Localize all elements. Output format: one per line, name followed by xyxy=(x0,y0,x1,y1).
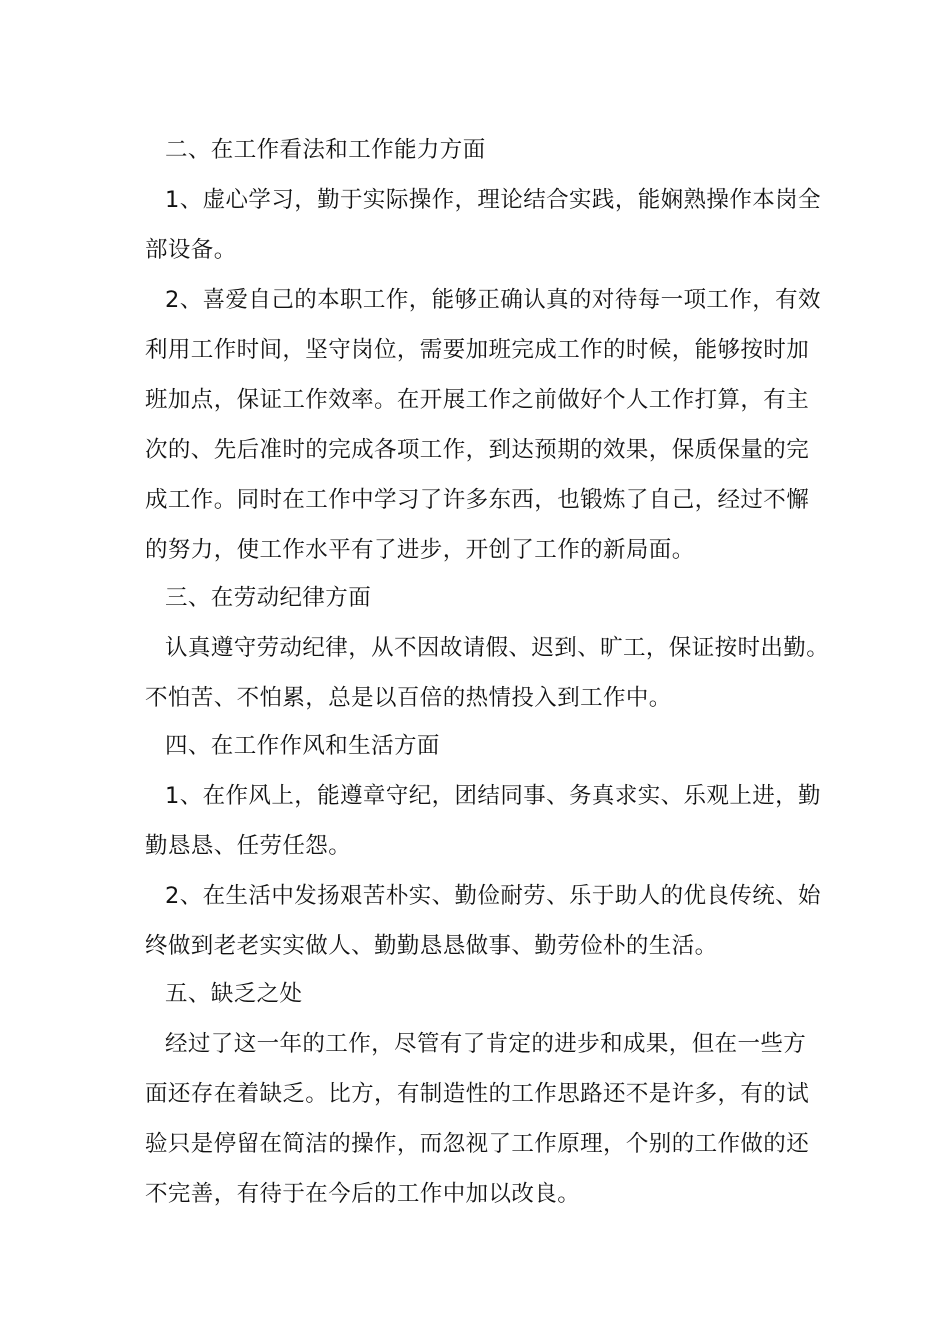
section-heading-3: 三、在劳动纪律方面 xyxy=(165,585,372,611)
paragraph-line: 不怕苦、不怕累，总是以百倍的热情投入到工作中。 xyxy=(145,685,672,711)
paragraph-line: 1、在作风上，能遵章守纪，团结同事、务真求实、乐观上进，勤 xyxy=(165,783,821,809)
paragraph-line: 认真遵守劳动纪律，从不因故请假、迟到、旷工，保证按时出勤。 xyxy=(165,635,830,661)
paragraph-line: 经过了这一年的工作，尽管有了肯定的进步和成果，但在一些方 xyxy=(165,1031,807,1057)
paragraph-line: 成工作。同时在工作中学习了许多东西，也锻炼了自己，经过不懈 xyxy=(145,487,810,513)
paragraph-line: 面还存在着缺乏。比方，有制造性的工作思路还不是许多，有的试 xyxy=(145,1081,810,1107)
section-heading-5: 五、缺乏之处 xyxy=(165,981,303,1007)
paragraph-line: 勤恳恳、任劳任怨。 xyxy=(145,833,352,859)
paragraph-line: 2、喜爱自己的本职工作，能够正确认真的对待每一项工作，有效 xyxy=(165,287,821,313)
section-heading-2: 二、在工作看法和工作能力方面 xyxy=(165,137,486,163)
paragraph-line: 利用工作时间，坚守岗位，需要加班完成工作的时候，能够按时加 xyxy=(145,337,810,363)
paragraph-line: 终做到老老实实做人、勤勤恳恳做事、勤劳俭朴的生活。 xyxy=(145,933,718,959)
paragraph-line: 验只是停留在简洁的操作，而忽视了工作原理，个别的工作做的还 xyxy=(145,1131,810,1157)
paragraph-line: 1、虚心学习，勤于实际操作，理论结合实践，能娴熟操作本岗全 xyxy=(165,187,821,213)
section-heading-4: 四、在工作作风和生活方面 xyxy=(165,733,440,759)
paragraph-line: 部设备。 xyxy=(145,237,237,263)
paragraph-line: 不完善，有待于在今后的工作中加以改良。 xyxy=(145,1181,581,1207)
paragraph-line: 的努力，使工作水平有了进步，开创了工作的新局面。 xyxy=(145,537,695,563)
paragraph-line: 2、在生活中发扬艰苦朴实、勤俭耐劳、乐于助人的优良传统、始 xyxy=(165,883,821,909)
paragraph-line: 班加点，保证工作效率。在开展工作之前做好个人工作打算，有主 xyxy=(145,387,810,413)
paragraph-line: 次的、先后准时的完成各项工作，到达预期的效果，保质保量的完 xyxy=(145,437,810,463)
